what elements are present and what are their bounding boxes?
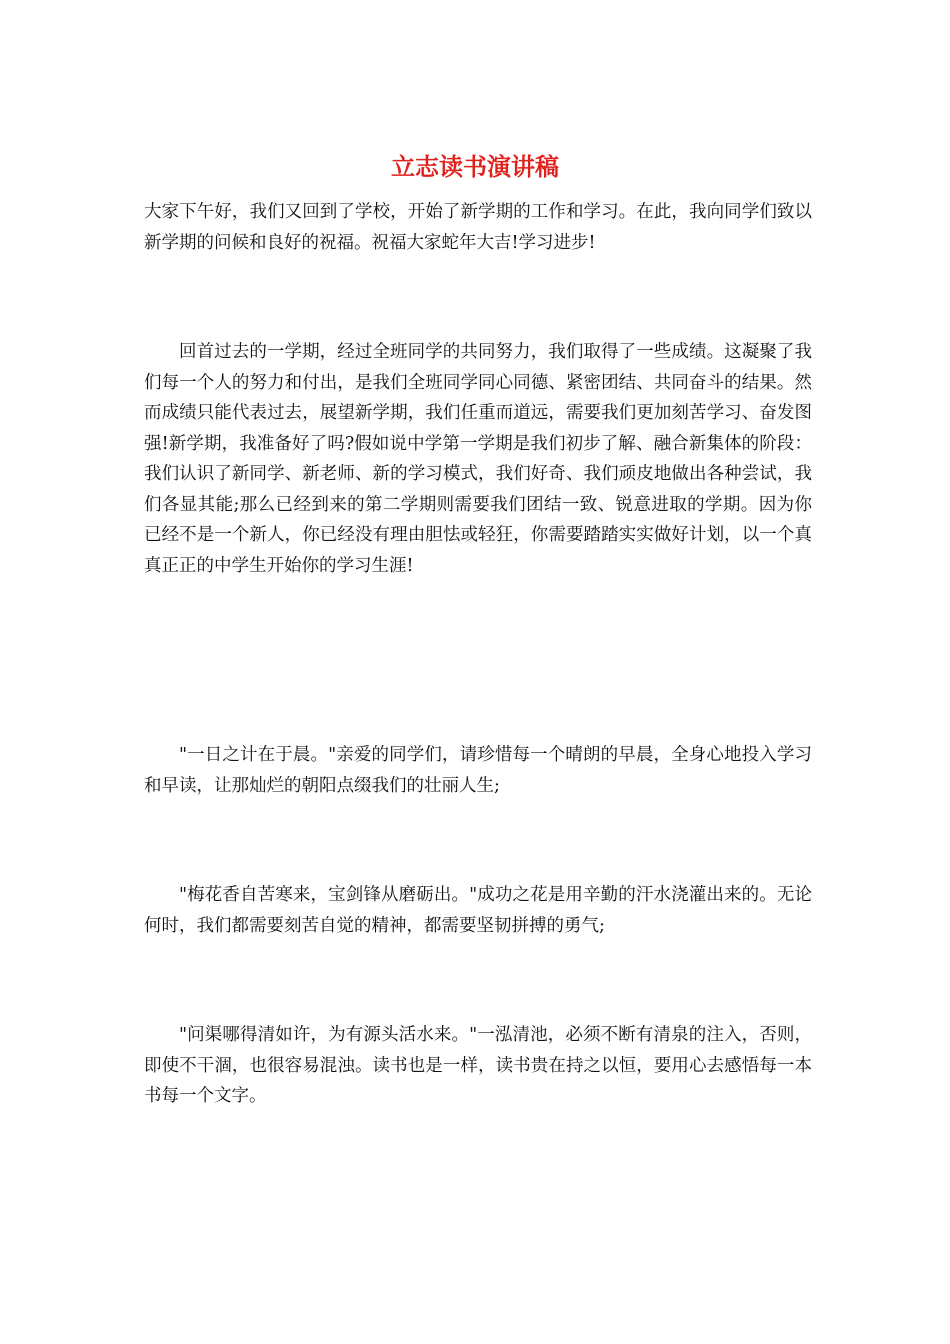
paragraph-morning: "一日之计在于晨。"亲爱的同学们，请珍惜每一个晴朗的早晨，全身心地投入学习和早读，让那灿烂的朝阳点缀我们的壮丽人生; bbox=[144, 745, 812, 796]
paragraph-review: 回首过去的一学期，经过全班同学的共同努力，我们取得了一些成绩。这凝聚了我们每一个人的努力和付出，是我们全班同学同心同德、紧密团结、共同奋斗的结果。然而成绩只能代表过去，展望新学期，我们任重而道远，需要我们更加刻苦学习、奋发图强!新学期，我准备好了吗?假如说中学第一学期是我们初步了解、融合新集体的阶段：我们认识了新同学、新老师、新的学习模式，我们好奇、我们顽皮地做出各种尝试，我们各显其能;那么已经到来的第二学期则需要我们团结一致、锐意进取的学期。因为你已经不是一个新人，你已经没有理由胆怯或轻狂，你需要踏踏实实做好计划，以一个真真正正的中学生开始你的学习生涯! bbox=[144, 342, 812, 576]
paragraph-clear-pond: "问渠哪得清如许，为有源头活水来。"一泓清池，必须不断有清泉的注入，否则，即使不干涸，也很容易混浊。读书也是一样，读书贵在持之以恒，要用心去感悟每一本书每一个文字。 bbox=[144, 1025, 812, 1106]
document-title: 立志读书演讲稿 bbox=[391, 152, 559, 181]
paragraph-plum-blossom: "梅花香自苦寒来，宝剑锋从磨砺出。"成功之花是用辛勤的汗水浇灌出来的。无论何时，我们都需要刻苦自觉的精神，都需要坚韧拼搏的勇气; bbox=[144, 885, 812, 936]
paragraph-greeting: 大家下午好，我们又回到了学校，开始了新学期的工作和学习。在此，我向同学们致以新学期的问候和良好的祝福。祝福大家蛇年大吉!学习进步! bbox=[144, 202, 812, 253]
